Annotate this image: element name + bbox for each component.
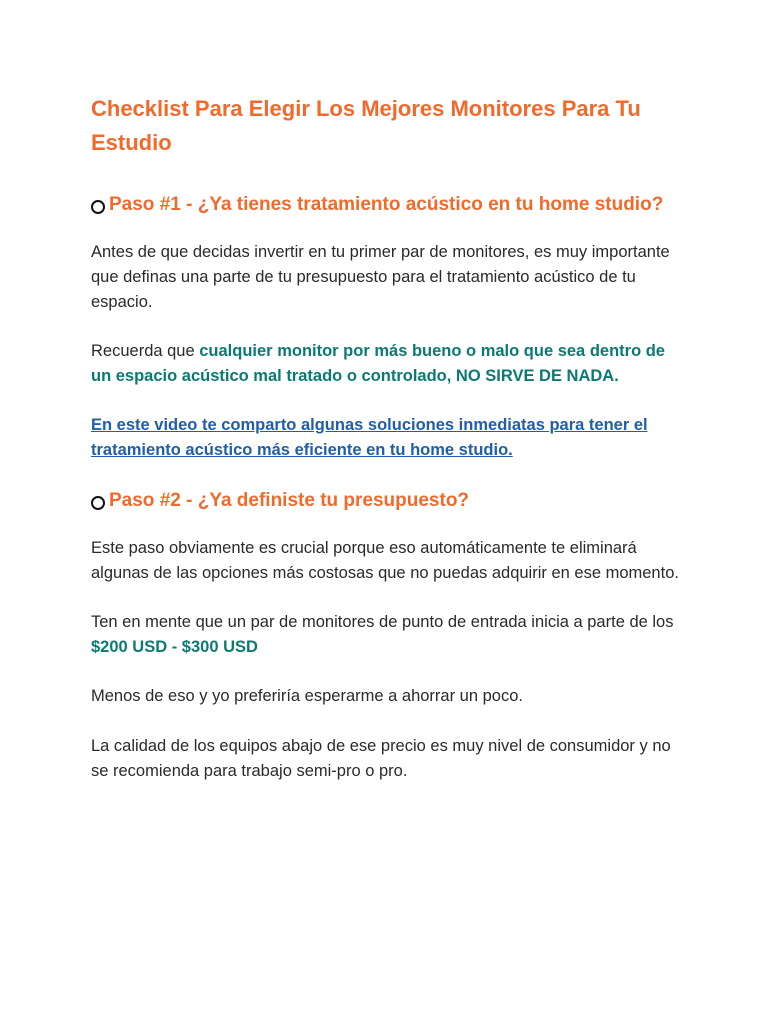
step-1-heading-text: Paso #1 - ¿Ya tienes tratamiento acústico en tu home studio?	[109, 194, 664, 215]
circle-outline-icon	[91, 200, 105, 214]
step-2-advice: Menos de eso y yo preferiría esperarme a ahorrar un poco.	[91, 687, 523, 705]
step-2-intro: Este paso obviamente es crucial porque eso automáticamente te eliminará algunas de las opciones más costosas que no puedas adquirir en ese momento.	[91, 539, 679, 582]
page-title: Checklist Para Elegir Los Mejores Monitores Para Tu Estudio	[91, 96, 641, 155]
step-2-price	[91, 610, 681, 660]
step-2-heading-text: Paso #2 - ¿Ya definiste tu presupuesto?	[109, 490, 470, 511]
checklist-page	[91, 92, 681, 784]
step-1-video-paragraph	[91, 413, 681, 463]
price-range: $200 USD - $300 USD	[91, 638, 258, 656]
step-1-heading	[91, 190, 681, 220]
step-2-quality-note: La calidad de los equipos abajo de ese precio es muy nivel de consumidor y no se recomienda para trabajo semi-pro o pro.	[91, 737, 671, 780]
circle-outline-icon	[91, 496, 105, 510]
step-1-intro: Antes de que decidas invertir en tu primer par de monitores, es muy importante que definas una parte de tu presupuesto para el tratamiento acústico de tu espacio.	[91, 243, 670, 311]
reminder-highlight: cualquier monitor por más bueno o malo que sea dentro de un espacio acústico mal tratado o controlado, NO SIRVE DE NADA.	[91, 342, 665, 385]
video-link[interactable]: En este video te comparto algunas soluciones inmediatas para tener el tratamiento acústico más eficiente en tu home studio.	[91, 416, 648, 459]
reminder-prefix: Recuerda que	[91, 342, 200, 360]
price-prefix: Ten en mente que un par de monitores de punto de entrada inicia a parte de los	[91, 613, 674, 631]
step-1-reminder	[91, 339, 681, 389]
step-2-heading	[91, 486, 681, 516]
